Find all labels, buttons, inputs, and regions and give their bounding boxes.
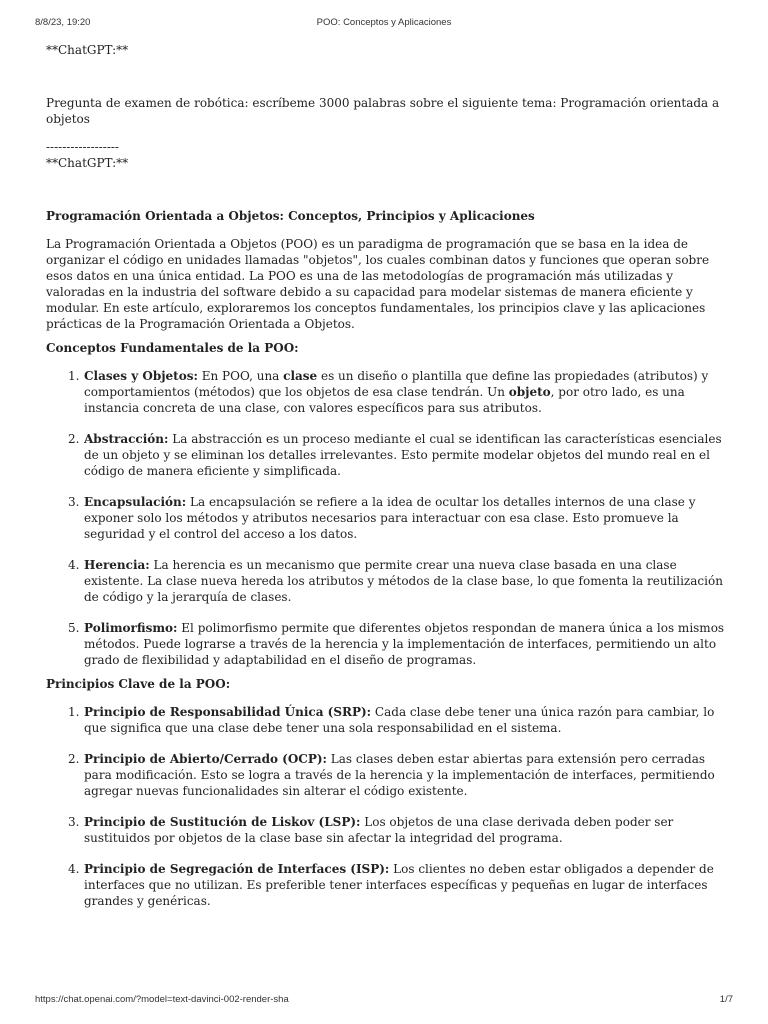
list-item-text: El polimorfismo permite que diferentes objetos respondan de manera única a los mismos métodos. Puede lograrse a través de la herencia y la implementación de interfaces, permitiendo un alto grado de flexibilidad y adaptabilidad en el diseño de programas. (84, 621, 725, 667)
list-item-term: Clases y Objetos: (84, 369, 198, 383)
list-item-term: Principio de Abierto/Cerrado (OCP): (84, 752, 327, 766)
list-item-number: 4. (68, 862, 80, 876)
list-item-term: Polimorfismo: (84, 621, 178, 635)
list-item-term: Principio de Segregación de Interfaces (ISP): (84, 862, 390, 876)
document-body (46, 42, 734, 909)
page-number: 1/7 (719, 994, 733, 1005)
list-item-number: 3. (68, 495, 80, 509)
list-item-number: 5. (68, 621, 80, 635)
list-item (46, 814, 734, 846)
intro-paragraph: La Programación Orientada a Objetos (POO) es un paradigma de programación que se basa en la idea de organizar el código en unidades llamadas "objetos", los cuales combinan datos y funciones que operan sobre esos datos en una única entidad. La POO es una de las metodologías de programación más utilizadas y valoradas en la industria del software debido a su capacidad para modelar sistemas de manera eficiente y modular. En este artículo, exploraremos los conceptos fundamentales, los principios clave y las aplicaciones prácticas de la Programación Orientada a Objetos. (46, 237, 710, 331)
list-item-term: Herencia: (84, 558, 150, 572)
list-item-text: La encapsulación se refiere a la idea de ocultar los detalles internos de una clase y exponer solo los métodos y atributos necesarios para interactuar con esa clase. Esto promueve la seguridad y el control del acceso a los datos. (84, 495, 696, 541)
print-footer (0, 994, 768, 1008)
list-item (46, 494, 734, 542)
list-item-number: 1. (68, 705, 80, 719)
list-item-text: En POO, una (197, 369, 284, 383)
speaker-label: **ChatGPT:** (46, 43, 129, 57)
list-item-text: , por otro lado, es una instancia concreta de una clase, con valores específicos para sus atributos. (84, 385, 685, 415)
principles-heading: Principios Clave de la POO: (46, 677, 231, 691)
list-item (46, 861, 734, 909)
list-item-text: La abstracción es un proceso mediante el cual se identifican las características esenciales de un objeto y se eliminan los detalles irrelevantes. Esto permite modelar objetos del mundo real en el código de manera eficiente y simplificada. (84, 432, 722, 478)
speaker-label-answer: **ChatGPT:** (46, 156, 129, 170)
term-clase: clase (283, 369, 318, 383)
list-item-term: Abstracción: (84, 432, 169, 446)
user-question: Pregunta de examen de robótica: escríbeme 3000 palabras sobre el siguiente tema: Programación orientada a objetos (46, 96, 720, 126)
print-datetime: 8/8/23, 19:20 (35, 17, 91, 28)
print-page-title: POO: Conceptos y Aplicaciones (316, 17, 452, 28)
term-objeto: objeto (508, 385, 551, 399)
list-item-number: 2. (68, 432, 80, 446)
list-item-term: Principio de Responsabilidad Única (SRP): (84, 705, 372, 719)
list-item-number: 2. (68, 752, 80, 766)
divider-line: ------------------ (46, 140, 119, 154)
concepts-list (46, 368, 734, 668)
list-item-text: Los clientes no deben estar obligados a depender de interfaces que no utilizan. Es preferible tener interfaces específicas y pequeñas en lugar de interfaces grandes y genéricas. (84, 862, 714, 908)
list-item (46, 557, 734, 605)
print-url: https://chat.openai.com/?model=text-davinci-002-render-sha (35, 994, 289, 1005)
list-item (46, 704, 734, 736)
list-item-number: 3. (68, 815, 80, 829)
list-item (46, 620, 734, 668)
article-title: Programación Orientada a Objetos: Conceptos, Principios y Aplicaciones (46, 209, 535, 223)
concepts-heading: Conceptos Fundamentales de la POO: (46, 341, 299, 355)
list-item-term: Principio de Sustitución de Liskov (LSP): (84, 815, 361, 829)
list-item-text: Cada clase debe tener una única razón para cambiar, lo que significa que una clase debe tener una sola responsabilidad en el sistema. (84, 705, 715, 735)
list-item-number: 4. (68, 558, 80, 572)
list-item-number: 1. (68, 369, 80, 383)
principles-list (46, 704, 734, 909)
list-item-text: Los objetos de una clase derivada deben poder ser sustituidos por objetos de la clase base sin afectar la integridad del programa. (84, 815, 674, 845)
list-item-text: Las clases deben estar abiertas para extensión pero cerradas para modificación. Esto se logra a través de la herencia y la implementación de interfaces, permitiendo agregar nuevas funcionalidades sin alterar el código existente. (84, 752, 715, 798)
list-item (46, 751, 734, 799)
list-item (46, 431, 734, 479)
list-item-text: es un diseño o plantilla que define las propiedades (atributos) y comportamientos (métodos) que los objetos de esa clase tendrán. Un (84, 369, 709, 399)
list-item (46, 368, 734, 416)
list-item-text: La herencia es un mecanismo que permite crear una nueva clase basada en una clase existente. La clase nueva hereda los atributos y métodos de la clase base, lo que fomenta la reutilización de código y la jerarquía de clases. (84, 558, 723, 604)
list-item-term: Encapsulación: (84, 495, 187, 509)
print-header (0, 17, 768, 31)
